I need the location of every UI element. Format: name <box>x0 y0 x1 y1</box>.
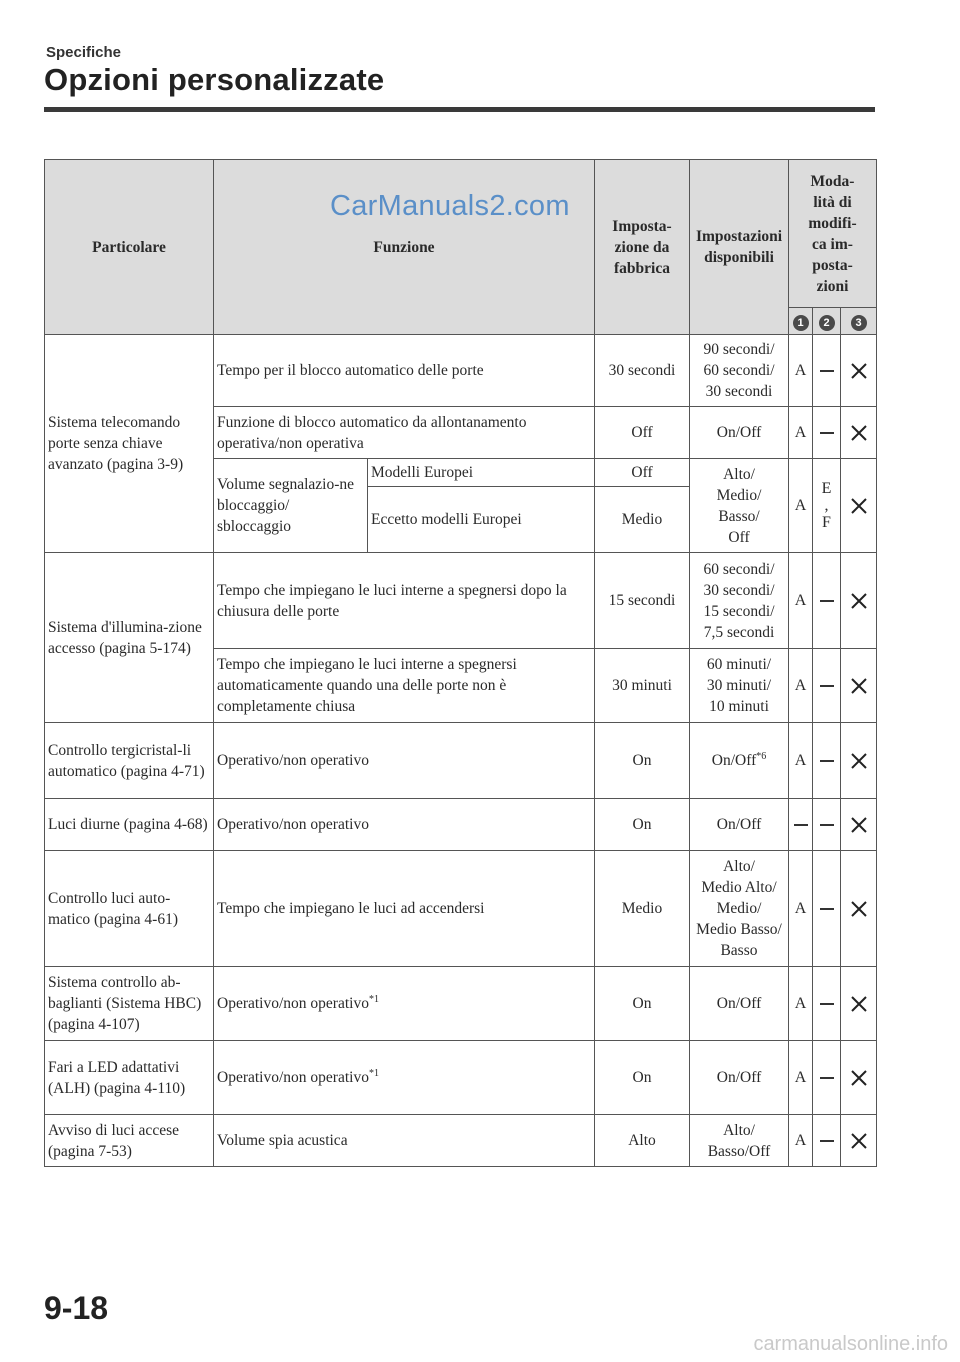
cross-icon <box>850 900 868 918</box>
cell-fabbrica: On <box>595 723 690 799</box>
disponibili-text: On/Off <box>711 752 757 769</box>
cell-fabbrica: Off <box>595 407 690 459</box>
cell-fabbrica: Off <box>595 459 690 487</box>
cell-fabbrica: On <box>595 967 690 1041</box>
watermark-logo: CarManuals2.com <box>330 190 570 222</box>
dash-icon <box>820 1077 834 1079</box>
cell-mode-2 <box>813 851 841 967</box>
table-row <box>45 967 877 1041</box>
cell-mode-2 <box>813 335 841 407</box>
cell-mode-2 <box>813 1115 841 1167</box>
dash-icon <box>820 685 834 687</box>
mode-1-number: 1 <box>793 315 809 331</box>
table-row <box>45 1115 877 1167</box>
cell-fabbrica: Alto <box>595 1115 690 1167</box>
cross-icon <box>850 424 868 442</box>
cell-disponibili: 60 minuti/ 30 minuti/ 10 minuti <box>690 649 789 723</box>
cell-disponibili: 60 secondi/ 30 secondi/ 15 secondi/ 7,5 secondi <box>690 553 789 649</box>
page-title: Opzioni personalizzate <box>44 62 385 97</box>
header-modalita: Moda- lità di modifi- ca im- posta- zioni <box>789 160 877 308</box>
header-funzione: Funzione <box>214 160 595 335</box>
cell-mode-1: A <box>789 1115 813 1167</box>
cell-disponibili: Alto/ Basso/Off <box>690 1115 789 1167</box>
cross-icon <box>850 752 868 770</box>
cross-icon <box>850 1132 868 1150</box>
cell-disponibili: On/Off <box>690 799 789 851</box>
cross-icon <box>850 1069 868 1087</box>
dash-icon <box>820 432 834 434</box>
cell-mode-1: A <box>789 851 813 967</box>
title-rule <box>44 107 875 112</box>
table-row <box>45 723 877 799</box>
cell-particolare: Fari a LED adattativi (ALH) (pagina 4-110) <box>45 1041 214 1115</box>
cell-funzione: Tempo che impiegano le luci ad accendersi <box>214 851 595 967</box>
cell-disponibili: On/Off <box>690 407 789 459</box>
table-row <box>45 553 877 649</box>
cell-disponibili: 90 secondi/ 60 secondi/ 30 secondi <box>690 335 789 407</box>
section-label: Specifiche <box>46 44 122 61</box>
dash-icon <box>820 908 834 910</box>
watermark-footer: carmanualsonline.info <box>753 1333 948 1355</box>
cell-fabbrica: 15 secondi <box>595 553 690 649</box>
dash-icon <box>820 824 834 826</box>
cell-mode-2 <box>813 1041 841 1115</box>
cell-fabbrica: On <box>595 1041 690 1115</box>
mode-3-number: 3 <box>851 315 867 331</box>
cell-mode-3 <box>841 649 877 723</box>
cell-disponibili: Alto/ Medio Alto/ Medio/ Medio Basso/ Basso <box>690 851 789 967</box>
cell-mode-2 <box>813 407 841 459</box>
cell-funzione: Funzione di blocco automatico da allontanamento operativa/non operativa <box>214 407 595 459</box>
cell-mode-3 <box>841 407 877 459</box>
cell-sub-funzione: Eccetto modelli Europei <box>368 487 595 553</box>
cell-mode-2 <box>813 553 841 649</box>
custom-options-table <box>44 159 877 1167</box>
cross-icon <box>850 592 868 610</box>
funzione-text: Operativo/non operativo <box>217 1069 369 1086</box>
cell-mode-2 <box>813 799 841 851</box>
cell-mode-3 <box>841 335 877 407</box>
dash-icon <box>820 370 834 372</box>
cell-sub-funzione: Modelli Europei <box>368 459 595 487</box>
cross-icon <box>850 995 868 1013</box>
dash-icon <box>820 600 834 602</box>
cell-mode-3 <box>841 967 877 1041</box>
cell-mode-1: A <box>789 723 813 799</box>
table-row <box>45 851 877 967</box>
cell-mode-2: E , F <box>813 459 841 553</box>
cell-particolare: Controllo luci auto-matico (pagina 4-61) <box>45 851 214 967</box>
cell-funzione <box>214 967 595 1041</box>
cell-particolare: Luci diurne (pagina 4-68) <box>45 799 214 851</box>
dash-icon <box>820 1140 834 1142</box>
cell-mode-2 <box>813 723 841 799</box>
table-row <box>45 1041 877 1115</box>
footnote-mark: *6 <box>756 750 767 762</box>
cell-mode-3 <box>841 723 877 799</box>
header-particolare: Particolare <box>45 160 214 335</box>
footnote-mark: *1 <box>368 1067 379 1079</box>
funzione-text: Operativo/non operativo <box>217 995 369 1012</box>
cross-icon <box>850 816 868 834</box>
cell-particolare: Controllo tergicristal-li automatico (pagina 4-71) <box>45 723 214 799</box>
mode-2-number: 2 <box>819 315 835 331</box>
cell-mode-3 <box>841 459 877 553</box>
cell-mode-1: A <box>789 967 813 1041</box>
cell-mode-1 <box>789 799 813 851</box>
cell-particolare: Avviso di luci accese (pagina 7-53) <box>45 1115 214 1167</box>
cell-funzione: Volume segnalazio-ne bloccaggio/ sbloccaggio <box>214 459 368 553</box>
cell-fabbrica: 30 minuti <box>595 649 690 723</box>
mode-2-header <box>813 308 841 335</box>
cell-funzione: Tempo che impiegano le luci interne a spegnersi automaticamente quando una delle porte non è completamente chiusa <box>214 649 595 723</box>
dash-icon <box>820 760 834 762</box>
cell-fabbrica: Medio <box>595 851 690 967</box>
dash-icon <box>794 824 808 826</box>
cell-mode-2 <box>813 649 841 723</box>
cell-disponibili: Alto/ Medio/ Basso/ Off <box>690 459 789 553</box>
page-number: 9-18 <box>44 1290 109 1326</box>
cell-mode-1: A <box>789 1041 813 1115</box>
cell-mode-1: A <box>789 407 813 459</box>
cross-icon <box>850 497 868 515</box>
header-impostazioni-disponibili: Impostazioni disponibili <box>690 160 789 335</box>
cell-disponibili: On/Off <box>690 967 789 1041</box>
cell-mode-2 <box>813 967 841 1041</box>
cell-mode-1: A <box>789 459 813 553</box>
table-row <box>45 335 877 407</box>
cell-mode-1: A <box>789 335 813 407</box>
cell-funzione: Tempo che impiegano le luci interne a spegnersi dopo la chiusura delle porte <box>214 553 595 649</box>
cross-icon <box>850 362 868 380</box>
cell-mode-3 <box>841 851 877 967</box>
header-impostazione-fabbrica: Imposta- zione da fabbrica <box>595 160 690 335</box>
cell-mode-3 <box>841 1115 877 1167</box>
cell-fabbrica: On <box>595 799 690 851</box>
cell-mode-3 <box>841 799 877 851</box>
cell-mode-3 <box>841 1041 877 1115</box>
cell-disponibili: On/Off <box>690 1041 789 1115</box>
footnote-mark: *1 <box>368 993 379 1005</box>
cell-funzione: Volume spia acustica <box>214 1115 595 1167</box>
cell-funzione: Operativo/non operativo <box>214 799 595 851</box>
cell-disponibili <box>690 723 789 799</box>
cell-mode-1: A <box>789 553 813 649</box>
cell-funzione <box>214 1041 595 1115</box>
cell-funzione: Tempo per il blocco automatico delle porte <box>214 335 595 407</box>
cell-mode-3 <box>841 553 877 649</box>
cell-particolare: Sistema controllo ab-baglianti (Sistema HBC) (pagina 4-107) <box>45 967 214 1041</box>
mode-3-header <box>841 308 877 335</box>
cell-funzione: Operativo/non operativo <box>214 723 595 799</box>
cell-mode-1: A <box>789 649 813 723</box>
cross-icon <box>850 677 868 695</box>
cell-particolare: Sistema d'illumina-zione accesso (pagina 5-174) <box>45 553 214 723</box>
cell-particolare: Sistema telecomando porte senza chiave avanzato (pagina 3-9) <box>45 335 214 553</box>
mode-1-header <box>789 308 813 335</box>
cell-fabbrica: 30 secondi <box>595 335 690 407</box>
table-row <box>45 799 877 851</box>
cell-fabbrica: Medio <box>595 487 690 553</box>
dash-icon <box>820 1003 834 1005</box>
